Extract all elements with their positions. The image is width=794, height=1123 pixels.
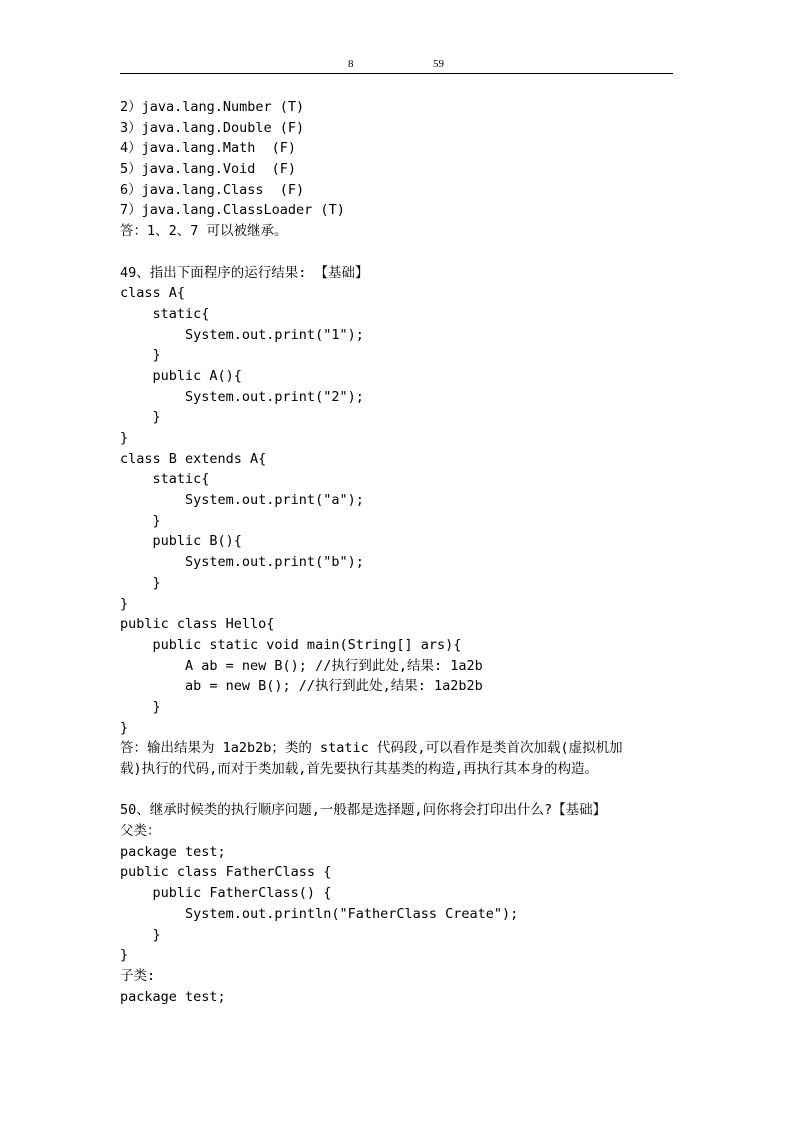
code-line: static{ <box>120 305 210 322</box>
code-line: package test; <box>120 988 226 1005</box>
answer-line: 答：1、2、7 可以被继承。 <box>120 223 288 240</box>
text-line: 2）java.lang.Number (T) <box>120 99 305 115</box>
answer-line: 答：输出结果为 1a2b2b；类的 static 代码段,可以看作是类首次加载(虚拟机加 <box>120 740 623 757</box>
text-line: 7）java.lang.ClassLoader (T) <box>120 202 345 219</box>
code-line: public A(){ <box>120 367 242 384</box>
code-line: System.out.print("1"); <box>120 326 364 343</box>
code-line: public static void main(String[] ars){ <box>120 636 462 653</box>
blank-line <box>120 242 680 263</box>
code-line: } <box>120 698 161 715</box>
code-line: System.out.print("2"); <box>120 388 364 405</box>
text-line: 3）java.lang.Double (F) <box>120 119 305 136</box>
code-line: System.out.print("b"); <box>120 554 364 571</box>
text-line: 子类: <box>120 967 156 984</box>
code-line: } <box>120 574 161 591</box>
code-line: } <box>120 430 129 446</box>
question-heading: 50、继承时候类的执行顺序问题,一般都是选择题,问你将会打印出什么?【基础】 <box>120 802 607 819</box>
text-line: 6）java.lang.Class (F) <box>120 181 305 198</box>
answer-line: 载)执行的代码,而对于类加载,首先要执行其基类的构造,再执行其本身的构造。 <box>120 761 599 777</box>
code-line: } <box>120 719 129 736</box>
code-line: } <box>120 409 161 426</box>
header-rule <box>120 73 673 74</box>
code-line: public FatherClass() { <box>120 885 332 902</box>
code-line: } <box>120 347 161 364</box>
text-line: 父类： <box>120 823 161 840</box>
code-line: } <box>120 512 161 529</box>
code-line: static{ <box>120 471 210 488</box>
question-heading: 49、指出下面程序的运行结果: 【基础】 <box>120 264 369 281</box>
code-line: } <box>120 947 129 964</box>
code-line: package test; <box>120 843 226 860</box>
text-line: 5）java.lang.Void (F) <box>120 161 297 178</box>
blank-line <box>120 780 680 801</box>
code-line: public B(){ <box>120 533 242 550</box>
code-line: class A{ <box>120 285 186 302</box>
code-line: public class FatherClass { <box>120 864 332 881</box>
code-line: System.out.println("FatherClass Create"); <box>120 905 519 922</box>
code-line: public class Hello{ <box>120 616 275 633</box>
code-line: class B extends A{ <box>120 450 267 467</box>
code-line: } <box>120 595 129 612</box>
document-body <box>120 97 680 1007</box>
code-line: System.out.print("a"); <box>120 492 364 509</box>
page-number: 8 <box>348 58 354 70</box>
code-line: ab = new B(); //执行到此处,结果: 1a2b2b <box>120 678 483 695</box>
code-line: A ab = new B(); //执行到此处,结果: 1a2b <box>120 657 483 674</box>
page-total: 59 <box>433 58 444 70</box>
text-line: 4）java.lang.Math (F) <box>120 140 297 157</box>
code-line: } <box>120 926 161 943</box>
page-header <box>120 58 673 74</box>
